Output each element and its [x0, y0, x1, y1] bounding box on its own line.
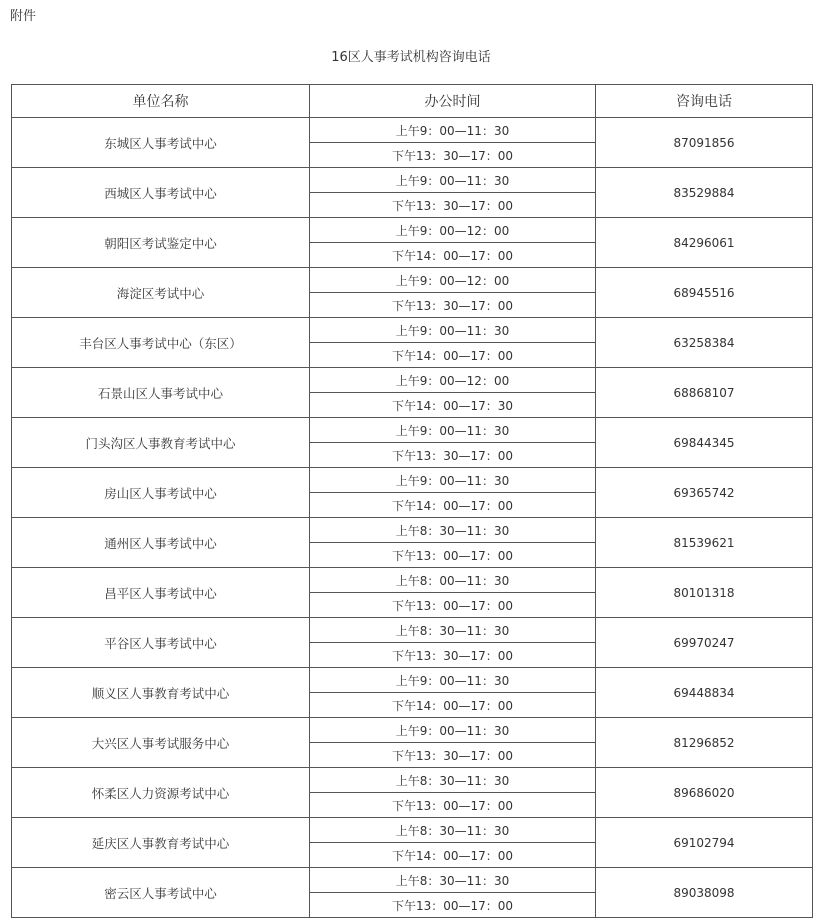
table-row: [12, 518, 813, 543]
morning-hours-cell: 上午9：00—12：00: [310, 368, 596, 393]
unit-name-cell: 西城区人事考试中心: [12, 168, 310, 218]
table-row: [12, 568, 813, 593]
morning-hours-cell: 上午9：00—11：30: [310, 418, 596, 443]
table-row: [12, 868, 813, 893]
afternoon-hours-cell: 下午14：00—17：00: [310, 343, 596, 368]
morning-hours-cell: 上午9：00—11：30: [310, 168, 596, 193]
phone-cell: 68868107: [596, 368, 813, 418]
phone-cell: 80101318: [596, 568, 813, 618]
table-row: [12, 318, 813, 343]
phone-cell: 83529884: [596, 168, 813, 218]
phone-cell: 89038098: [596, 868, 813, 918]
afternoon-hours-cell: 下午13：00—17：00: [310, 893, 596, 918]
phone-cell: 89686020: [596, 768, 813, 818]
morning-hours-cell: 上午8：30—11：30: [310, 868, 596, 893]
afternoon-hours-cell: 下午14：00—17：00: [310, 693, 596, 718]
morning-hours-cell: 上午8：00—11：30: [310, 568, 596, 593]
table-row: [12, 668, 813, 693]
table-row: [12, 468, 813, 493]
morning-hours-cell: 上午9：00—11：30: [310, 468, 596, 493]
morning-hours-cell: 上午8：30—11：30: [310, 818, 596, 843]
morning-hours-cell: 上午9：00—12：00: [310, 268, 596, 293]
afternoon-hours-cell: 下午13：30—17：00: [310, 293, 596, 318]
phone-cell: 69844345: [596, 418, 813, 468]
afternoon-hours-cell: 下午14：00—17：00: [310, 843, 596, 868]
unit-name-cell: 房山区人事考试中心: [12, 468, 310, 518]
unit-name-cell: 丰台区人事考试中心（东区）: [12, 318, 310, 368]
afternoon-hours-cell: 下午13：30—17：00: [310, 643, 596, 668]
afternoon-hours-cell: 下午13：00—17：00: [310, 593, 596, 618]
phone-cell: 69970247: [596, 618, 813, 668]
phone-cell: 81539621: [596, 518, 813, 568]
morning-hours-cell: 上午8：30—11：30: [310, 768, 596, 793]
afternoon-hours-cell: 下午13：30—17：00: [310, 743, 596, 768]
unit-name-cell: 昌平区人事考试中心: [12, 568, 310, 618]
phone-cell: 81296852: [596, 718, 813, 768]
phone-cell: 68945516: [596, 268, 813, 318]
unit-name-cell: 东城区人事考试中心: [12, 118, 310, 168]
document-title: 16区人事考试机构咨询电话: [331, 50, 491, 65]
afternoon-hours-cell: 下午14：00—17：30: [310, 393, 596, 418]
table-row: [12, 218, 813, 243]
afternoon-hours-cell: 下午14：00—17：00: [310, 493, 596, 518]
table-row: [12, 118, 813, 143]
morning-hours-cell: 上午9：00—11：30: [310, 118, 596, 143]
attachment-label: 附件: [10, 9, 37, 24]
phone-cell: 69102794: [596, 818, 813, 868]
afternoon-hours-cell: 下午13：00—17：00: [310, 793, 596, 818]
header-unit-name: 单位名称: [12, 85, 310, 118]
unit-name-cell: 平谷区人事考试中心: [12, 618, 310, 668]
table-row: [12, 368, 813, 393]
phone-cell: 69365742: [596, 468, 813, 518]
afternoon-hours-cell: 下午13：30—17：00: [310, 143, 596, 168]
afternoon-hours-cell: 下午14：00—17：00: [310, 243, 596, 268]
morning-hours-cell: 上午8：30—11：30: [310, 618, 596, 643]
table-row: [12, 168, 813, 193]
table-row: [12, 768, 813, 793]
afternoon-hours-cell: 下午13：30—17：00: [310, 193, 596, 218]
contact-table: [11, 84, 813, 918]
unit-name-cell: 大兴区人事考试服务中心: [12, 718, 310, 768]
morning-hours-cell: 上午9：00—12：00: [310, 218, 596, 243]
phone-cell: 69448834: [596, 668, 813, 718]
phone-cell: 63258384: [596, 318, 813, 368]
unit-name-cell: 怀柔区人力资源考试中心: [12, 768, 310, 818]
table-row: [12, 718, 813, 743]
unit-name-cell: 顺义区人事教育考试中心: [12, 668, 310, 718]
table-row: [12, 818, 813, 843]
morning-hours-cell: 上午9：00—11：30: [310, 318, 596, 343]
unit-name-cell: 海淀区考试中心: [12, 268, 310, 318]
unit-name-cell: 密云区人事考试中心: [12, 868, 310, 918]
afternoon-hours-cell: 下午13：30—17：00: [310, 443, 596, 468]
table-row: [12, 268, 813, 293]
unit-name-cell: 朝阳区考试鉴定中心: [12, 218, 310, 268]
table-row: [12, 618, 813, 643]
unit-name-cell: 通州区人事考试中心: [12, 518, 310, 568]
table-header-row: [12, 85, 813, 118]
header-phone: 咨询电话: [596, 85, 813, 118]
header-office-hours: 办公时间: [310, 85, 596, 118]
morning-hours-cell: 上午8：30—11：30: [310, 518, 596, 543]
unit-name-cell: 门头沟区人事教育考试中心: [12, 418, 310, 468]
morning-hours-cell: 上午9：00—11：30: [310, 718, 596, 743]
afternoon-hours-cell: 下午13：00—17：00: [310, 543, 596, 568]
table-row: [12, 418, 813, 443]
morning-hours-cell: 上午9：00—11：30: [310, 668, 596, 693]
table-body: [12, 118, 813, 918]
unit-name-cell: 石景山区人事考试中心: [12, 368, 310, 418]
phone-cell: 87091856: [596, 118, 813, 168]
unit-name-cell: 延庆区人事教育考试中心: [12, 818, 310, 868]
phone-cell: 84296061: [596, 218, 813, 268]
